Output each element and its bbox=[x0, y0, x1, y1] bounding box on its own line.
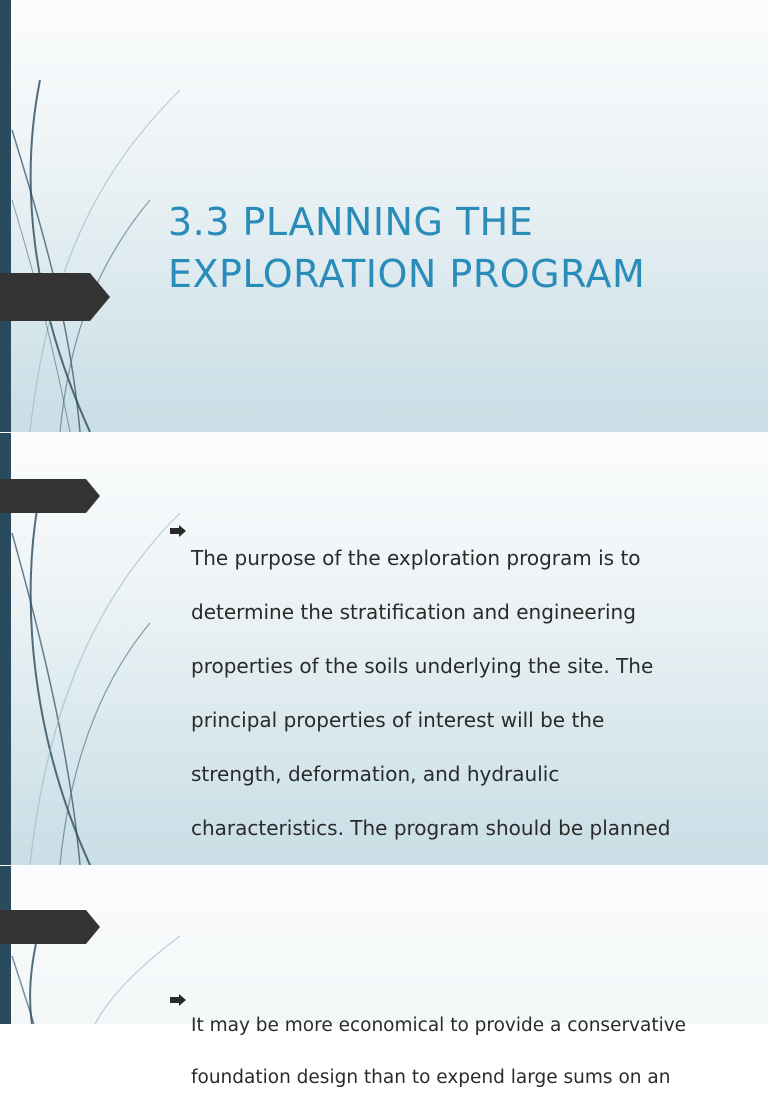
bullet-paragraph bbox=[170, 987, 728, 1117]
title-line-1: 3.3 PLANNING THE bbox=[168, 200, 534, 244]
arrow-bullet-icon bbox=[170, 525, 187, 537]
slide-separator bbox=[0, 432, 768, 433]
bullet-line: properties of the soils underlying the site. The bbox=[191, 654, 654, 678]
slide-tab-marker bbox=[0, 910, 102, 944]
slide-content-2 bbox=[0, 866, 768, 1088]
bullet-text bbox=[191, 987, 728, 1117]
bullet-line: determine the stratification and engineering bbox=[191, 600, 636, 624]
slide-content-1 bbox=[0, 433, 768, 865]
slide-tab-marker bbox=[0, 479, 102, 513]
title-line-2: EXPLORATION PROGRAM bbox=[168, 252, 646, 296]
bullet-line: The purpose of the exploration program is to bbox=[191, 546, 641, 570]
bullet-line: It may be more economical to provide a conservative bbox=[191, 1015, 687, 1036]
bullet-line: characteristics. The program should be planned bbox=[191, 816, 671, 840]
arrow-bullet-icon bbox=[170, 994, 187, 1006]
slide-title-heading bbox=[168, 196, 645, 300]
slide-title bbox=[0, 0, 768, 432]
slide-tab-marker bbox=[0, 273, 112, 321]
bullet-line: strength, deformation, and hydraulic bbox=[191, 762, 560, 786]
bullet-line: foundation design than to expend large sums on an bbox=[191, 1067, 671, 1088]
bullet-line: principal properties of interest will be the bbox=[191, 708, 605, 732]
slide-separator bbox=[0, 865, 768, 866]
